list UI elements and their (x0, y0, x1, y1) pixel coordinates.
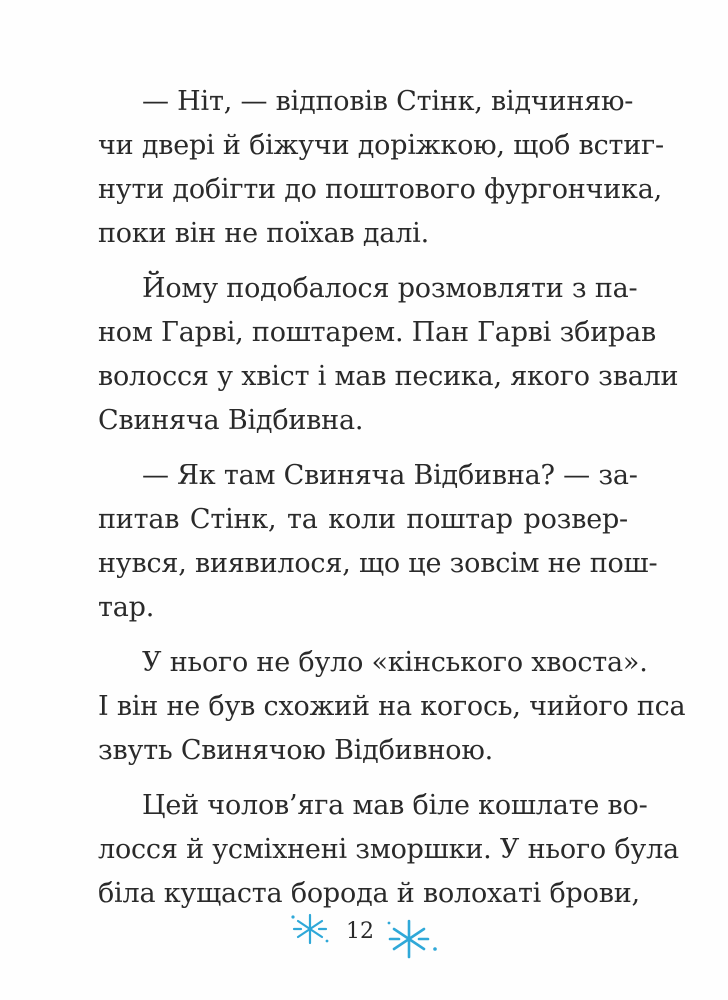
text-line: поки він не поїхав далі. (98, 218, 429, 249)
text-line: Йому подобалося розмовляти з па- (142, 273, 638, 304)
text-line: Цей чолов’яга мав біле кошлате во- (142, 790, 648, 821)
text-line: У нього не було «кінського хвоста». (142, 647, 648, 678)
text-line: тар. (98, 592, 155, 623)
text-line: нути добігти до поштового фургончика, (98, 174, 662, 205)
text-line: біла кущаста борода й волохаті брови, (98, 878, 640, 909)
page-footer (0, 905, 728, 965)
text-line: чи двері й біжучи доріжкою, щоб встиг- (98, 130, 664, 161)
text-line: питав Стінк, та коли поштар розвер- (98, 504, 628, 535)
text-line: звуть Свинячою Відбивною. (98, 735, 494, 766)
body-text (98, 80, 686, 916)
text-line: І він не був схожий на когось, чийого пса (98, 691, 686, 722)
text-line: — Як там Свиняча Відбивна? — за- (142, 460, 638, 491)
text-line: волосся у хвіст і мав песика, якого звали (98, 361, 679, 392)
text-line: ном Гарві, поштарем. Пан Гарві збирав (98, 317, 656, 348)
snowflake-icon (290, 911, 330, 947)
snowflake-icon (385, 917, 441, 961)
text-line: лосся й усміхнені зморшки. У нього була (98, 834, 679, 865)
page-number: 12 (346, 919, 374, 944)
text-line: нувся, виявилося, що це зовсім не пош- (98, 548, 658, 579)
text-line: — Ніт, — відповів Стінк, відчиняю- (142, 86, 634, 117)
text-line: Свиняча Відбивна. (98, 405, 364, 436)
